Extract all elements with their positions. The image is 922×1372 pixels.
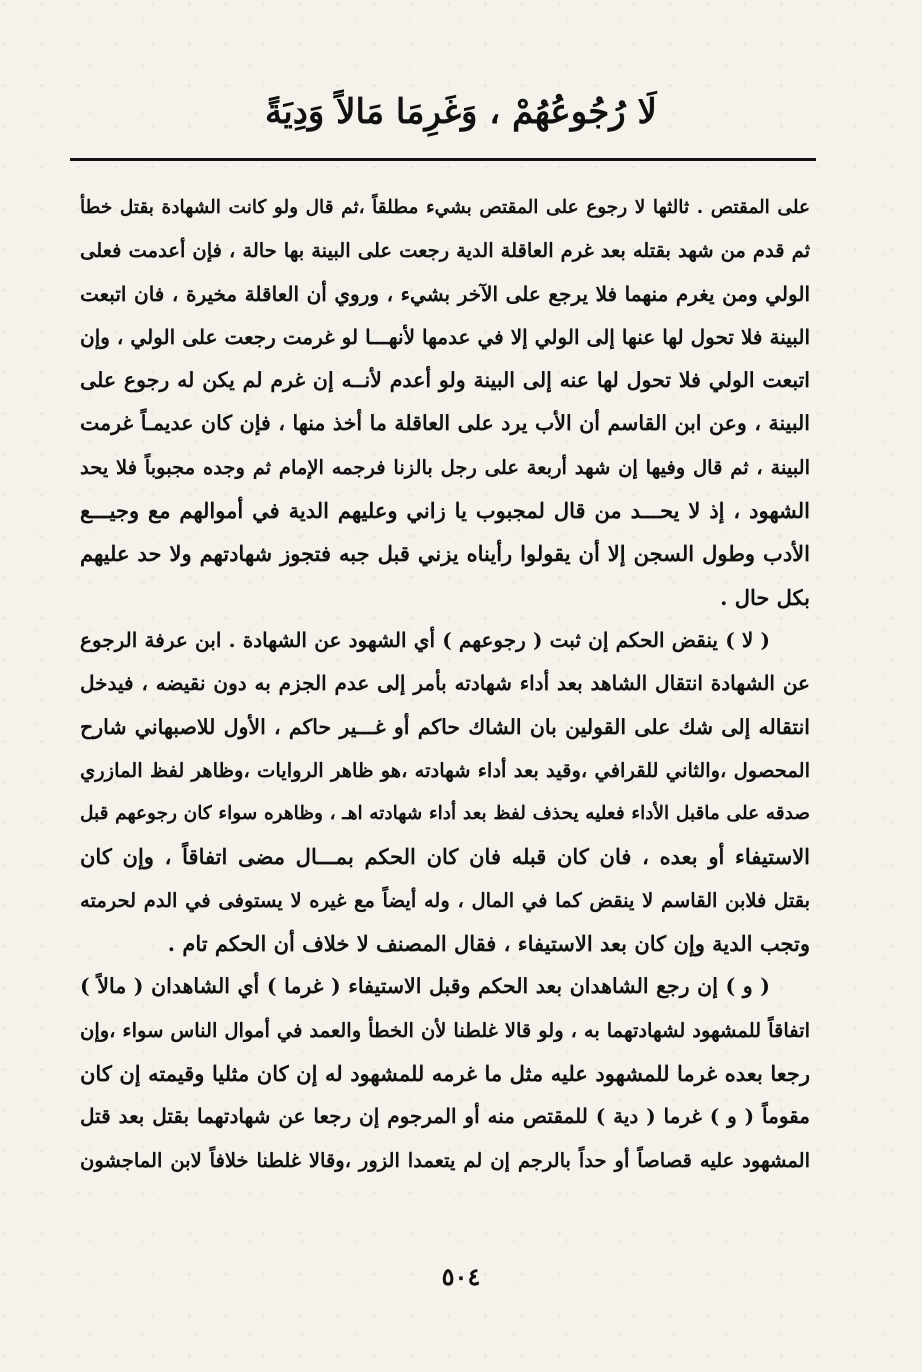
text-line: الشهود ، إذ لا يحـــد من قال لمجبوب يا زاني وعليهم الدية في أموالهم مع وجيـــع bbox=[80, 498, 810, 524]
text-line: البينة فلا تحول لها عنها إلى الولي إلا في عدمها لأنهـــا لو غرمت رجعت على الولي ، وإن bbox=[80, 324, 810, 349]
text-line: صدقه على ماقبل الأداء فعليه يحذف لفظ بعد أداء شهادته اهـ ، وظاهره سواء كان رجوعهم قبل bbox=[80, 803, 810, 825]
header-divider bbox=[70, 158, 816, 161]
text-line: الولي ومن يغرم منهما فلا يرجع على الآخر بشيء ، وروي أن العاقلة مخيرة ، فان اتبعت bbox=[80, 281, 810, 306]
text-line: انتقاله إلى شك على القولين بان الشاك حاكم أو غـــير حاكم ، الأول للاصبهاني شارح bbox=[80, 714, 810, 739]
text-line: رجعا بعده غرما للمشهود عليه مثل ما غرمه للمشهود له إن كان مثليا وقيمته إن كان bbox=[80, 1060, 810, 1086]
text-line: البينة ، ثم قال وفيها إن شهد أربعة على رجل بالزنا فرجمه الإمام ثم وجده مجبوباً فلا يحد bbox=[80, 455, 810, 479]
text-line: بقتل فلابن القاسم لا ينقض كما في المال ، وله أيضاً مع غيره لا يستوفى في الدم لحرمته bbox=[80, 888, 810, 912]
text-line: ( لا ) ينقض الحكم إن ثبت ( رجوعهم ) أي الشهود عن الشهادة . ابن عرفة الرجوع bbox=[80, 627, 770, 652]
text-line: ( و ) إن رجع الشاهدان بعد الحكم وقبل الاستيفاء ( غرما ) أي الشاهدان ( مالاً ) bbox=[80, 974, 770, 999]
text-line: الاستيفاء أو بعده ، فان كان قبله فان كان الحكم بمـــال مضى اتفاقاً ، وإن كان bbox=[80, 844, 810, 870]
text-line: البينة ، وعن ابن القاسم أن الأب يرد على العاقلة ما أخذ منها ، فإن كان عديمـاً غرمت bbox=[80, 411, 810, 436]
page-header-title: لَا رُجُوعُهُمْ ، وَغَرِمَا مَالاً وَدِيَةً bbox=[265, 92, 657, 132]
paragraph-2 bbox=[80, 619, 810, 965]
text-line: مقوماً ( و ) غرما ( دية ) للمقتص منه أو المرجوم إن رجعا عن شهادتهما بقتل بعد قتل bbox=[80, 1104, 810, 1129]
text-line: اتفاقاً للمشهود لشهادتهما به ، ولو قالا غلطنا لأن الخطأ والعمد في أموال الناس سواء ،وإن bbox=[80, 1018, 810, 1042]
text-line: المشهود عليه قصاصاً أو حداً بالرجم إن لم يتعمدا الزور ،وقالا غلطنا خلافاً لابن الماجشون bbox=[80, 1148, 810, 1172]
text-line: الأدب وطول السجن إلا أن يقولوا رأيناه يزني قبل جبه فتجوز شهادتهم ولا حد عليهم bbox=[80, 541, 810, 567]
page-number: ٥٠٤ bbox=[441, 1262, 481, 1291]
text-line: على المقتص . ثالثها لا رجوع على المقتص بشيء مطلقاً ،ثم قال ولو كانت الشهادة بقتل خطأ bbox=[80, 197, 810, 218]
page-body bbox=[80, 186, 810, 1182]
text-line: ثم قدم من شهد بقتله بعد غرم العاقلة الدية رجعت على البينة بها حالة ، فإن أعدمت فعلى bbox=[80, 239, 810, 263]
text-line: اتبعت الولي فلا تحول لها عنه إلى البينة ولو أعدم لأنــه إن غرم لم يكن له رجوع على bbox=[80, 368, 810, 393]
text-line: وتجب الدية وإن كان بعد الاستيفاء ، فقال المصنف لا خلاف أن الحكم تام . bbox=[167, 931, 810, 957]
paragraph-1 bbox=[80, 186, 810, 619]
text-line: عن الشهادة انتقال الشاهد بعد أداء شهادته بأمر إلى عدم الجزم به دون نقيضه ، فيدخل bbox=[80, 671, 810, 696]
text-line: بكل حال . bbox=[720, 584, 810, 610]
text-line: المحصول ،والثاني للقرافي ،وقيد بعد أداء شهادته ،هو ظاهر الروايات ،وظاهر لفظ المازري bbox=[80, 758, 810, 782]
paragraph-3 bbox=[80, 965, 810, 1181]
